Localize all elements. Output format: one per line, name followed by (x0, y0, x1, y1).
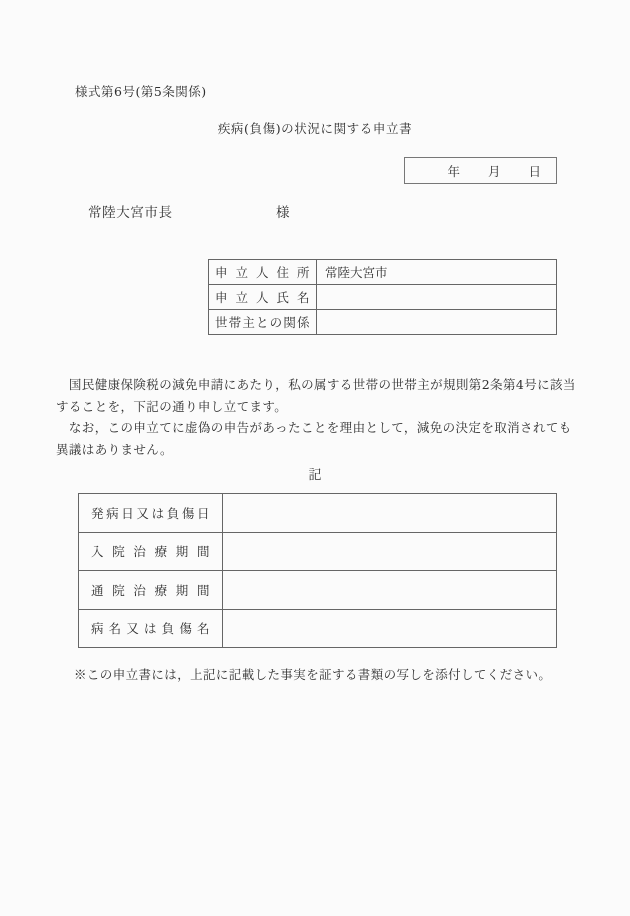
disease-name-value-cell (223, 609, 557, 648)
applicant-address-label-cell: 申立人住所 (209, 260, 317, 285)
addressee-name: 常陸大宮市長 (88, 205, 173, 221)
footer-note: ※この申立書には，上記に記載した事実を証する書類の写しを添付してください。 (74, 667, 552, 682)
outpatient-period-label-cell: 通院治療期間 (79, 571, 223, 610)
hospitalization-period-label-cell: 入院治療期間 (79, 532, 223, 571)
householder-relation-value-cell (317, 310, 557, 335)
date-box (404, 157, 557, 184)
form-number: 様式第6号(第5条関係) (75, 84, 207, 99)
illness-row (79, 571, 557, 610)
applicant-address-value-cell: 常陸大宮市 (317, 260, 557, 285)
hospitalization-period-value-cell (223, 532, 557, 571)
disease-name-label-cell: 病名又は負傷名 (79, 609, 223, 648)
applicant-row (209, 285, 557, 310)
applicant-row (209, 260, 557, 285)
applicant-table (208, 259, 557, 335)
applicant-row (209, 310, 557, 335)
householder-relation-label-cell: 世帯主との関係 (209, 310, 317, 335)
applicant-name-label-cell: 申立人氏名 (209, 285, 317, 310)
date-month-label: 月 (487, 163, 501, 179)
body-line: 異議はありません。 (56, 441, 173, 457)
applicant-name-value-cell (317, 285, 557, 310)
illness-table (78, 493, 557, 648)
body-line: することを，下記の通り申し立てます。 (56, 398, 288, 414)
onset-date-label-cell: 発病日又は負傷日 (79, 494, 223, 533)
ki-heading: 記 (308, 468, 322, 483)
date-day-label: 日 (528, 163, 541, 179)
outpatient-period-value-cell (223, 571, 557, 610)
body-paragraph (56, 374, 576, 460)
date-year-label: 年 (447, 163, 460, 179)
illness-row (79, 532, 557, 571)
illness-row (79, 494, 557, 533)
document-title: 疾病(負傷)の状況に関する申立書 (217, 121, 413, 136)
illness-row (79, 609, 557, 648)
addressee-honorific: 様 (276, 205, 290, 221)
body-line: 国民健康保険税の減免申請にあたり，私の属する世帯の世帯主が規則第2条第4号に該当 (56, 377, 576, 392)
body-line: なお，この申立てに虚偽の申告があったことを理由として，減免の決定を取消されても (56, 420, 572, 435)
onset-date-value-cell (223, 494, 557, 533)
